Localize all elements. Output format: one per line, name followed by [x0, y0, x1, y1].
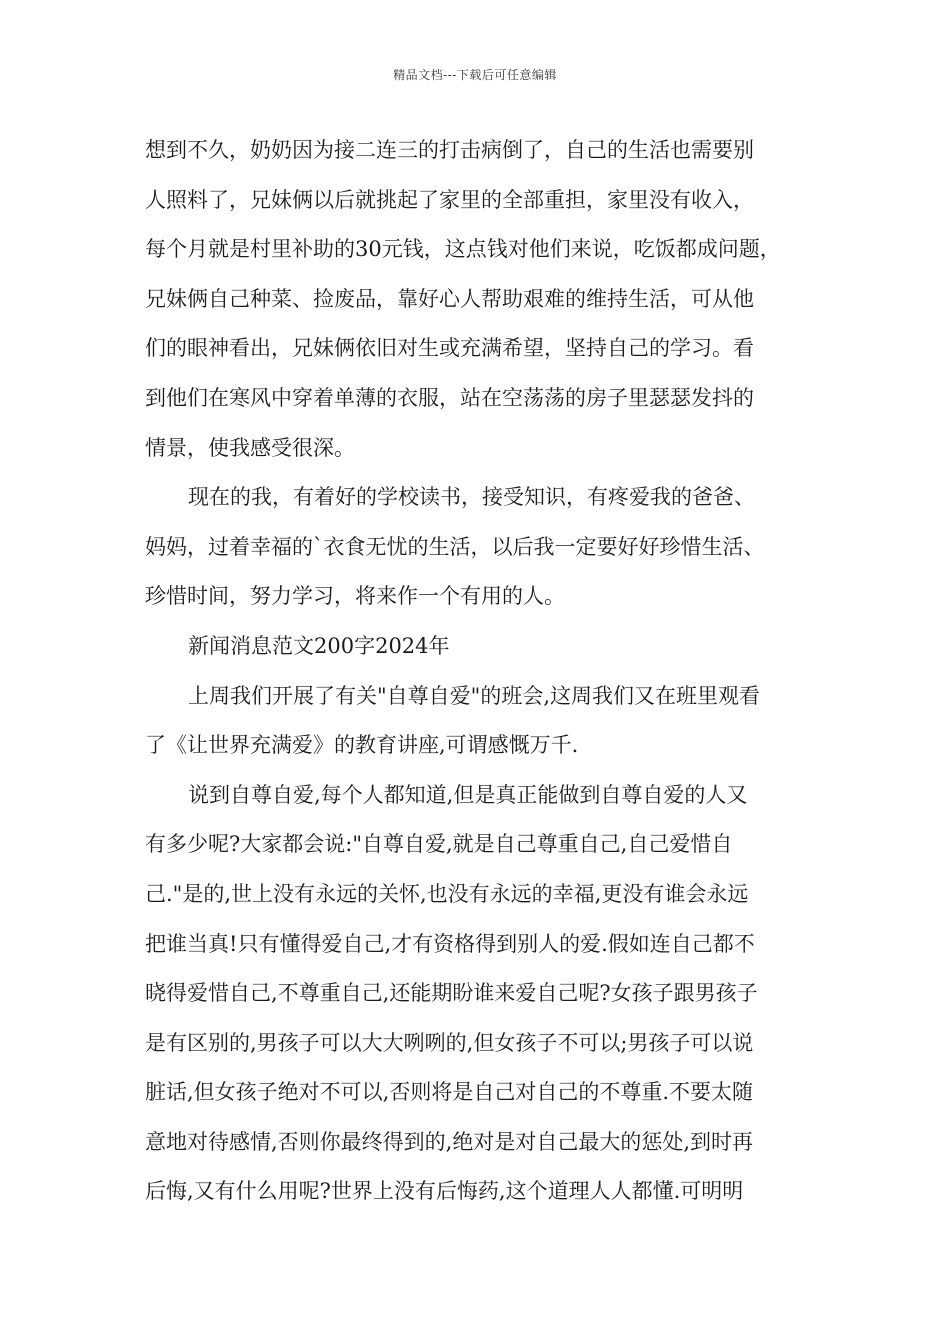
text-line: 人照料了，兄妹俩以后就挑起了家里的全部重担，家里没有收入， — [145, 187, 754, 212]
text-line: 后悔,又有什么用呢?世界上没有后悔药,这个道理人人都懂.可明明 — [145, 1179, 744, 1204]
text-line: 妈妈，过着幸福的`衣食无忧的生活，以后我一定要好好珍惜生活、 — [145, 534, 765, 559]
text-line: 珍惜时间，努力学习，将来作一个有用的人。 — [145, 584, 565, 609]
text-line: 们的眼神看出，兄妹俩依旧对生或充满希望，坚持自己的学习。看 — [145, 336, 754, 361]
text-line: 己."是的,世上没有永远的关怀,也没有永远的幸福,更没有谁会永远 — [145, 881, 749, 906]
text-line: 了《让世界充满爱》的教育讲座,可谓感慨万千. — [145, 733, 579, 758]
text-line: 每个月就是村里补助的30元钱，这点钱对他们来说，吃饭都成问题， — [145, 237, 781, 262]
text-line: 到他们在寒风中穿着单薄的衣服，站在空荡荡的房子里瑟瑟发抖的 — [145, 385, 754, 410]
document-body — [145, 126, 825, 1217]
text-line: 想到不久，奶奶因为接二连三的打击病倒了，自己的生活也需要别 — [145, 138, 754, 162]
text-line: 上周我们开展了有关"自尊自爱"的班会,这周我们又在班里观看 — [188, 683, 760, 708]
text-line: 有多少呢?大家都会说:"自尊自爱,就是自己尊重自己,自己爱惜自 — [145, 832, 733, 857]
text-line: 把谁当真!只有懂得爱自己,才有资格得到别人的爱.假如连自己都不 — [145, 931, 755, 956]
page-header: 精品文档---下载后可任意编辑 — [393, 68, 557, 82]
text-line: 晓得爱惜自己,不尊重自己,还能期盼谁来爱自己呢?女孩子跟男孩子 — [145, 981, 758, 1006]
text-line: 现在的我，有着好的学校读书，接受知识，有疼爱我的爸爸、 — [188, 485, 755, 510]
text-line: 新闻消息范文200字2024年 — [188, 633, 450, 658]
text-line: 情景，使我感受很深。 — [145, 435, 355, 460]
text-line: 说到自尊自爱,每个人都知道,但是真正能做到自尊自爱的人又 — [188, 782, 748, 807]
text-line: 意地对待感情,否则你最终得到的,绝对是对自己最大的惩处,到时再 — [145, 1129, 754, 1154]
text-line: 是有区别的,男孩子可以大大咧咧的,但女孩子不可以;男孩子可以说 — [145, 1030, 754, 1055]
text-line: 脏话,但女孩子绝对不可以,否则将是自己对自己的不尊重.不要太随 — [145, 1080, 754, 1105]
text-line: 兄妹俩自己种菜、捡废品，靠好心人帮助艰难的维持生活，可从他 — [145, 286, 754, 311]
